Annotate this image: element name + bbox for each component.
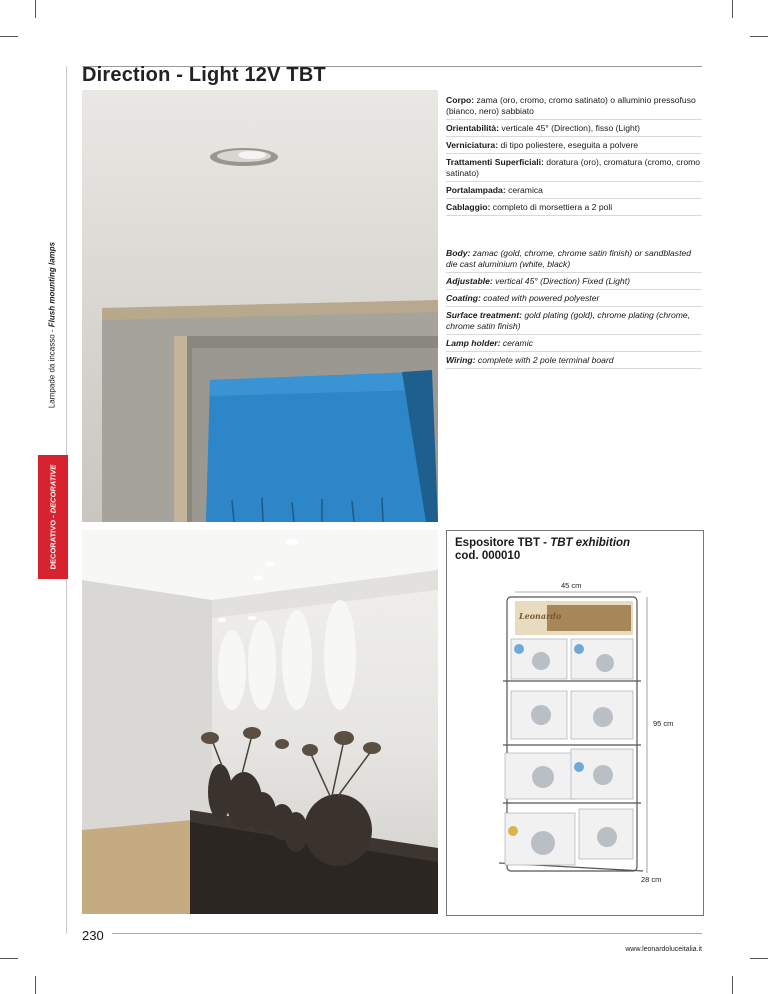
spec-row: [446, 355, 702, 369]
crop-mark: [35, 0, 36, 18]
dimension-depth: 28 cm: [641, 875, 662, 884]
page-number: 230: [82, 928, 104, 943]
spec-label: Body:: [446, 248, 471, 258]
spec-label: Surface treatment:: [446, 310, 522, 320]
spec-value: complete with 2 pole terminal board: [475, 355, 614, 365]
spec-label: Coating:: [446, 293, 481, 303]
spec-value: ceramic: [500, 338, 533, 348]
spec-label: Verniciatura:: [446, 140, 499, 150]
section-label-it: Lampade da incasso -: [47, 327, 57, 409]
spec-label: Orientabilità:: [446, 123, 500, 133]
spec-row: [446, 338, 702, 352]
spec-value: zamac (gold, chrome, chrome satin finish) or sandblasted die cast aluminium (white, black): [446, 248, 692, 269]
brand-logo: Leonardo: [519, 611, 562, 621]
spec-value: gold plating (gold), chrome plating (chrome, chrome satin finish): [446, 310, 691, 331]
spec-value: verticale 45° (Direction), fisso (Light): [499, 123, 640, 133]
spec-row: [446, 123, 702, 137]
spec-value: ceramica: [505, 185, 543, 195]
crop-mark: [0, 958, 18, 959]
crop-mark: [750, 36, 768, 37]
dimension-width: 45 cm: [561, 581, 582, 590]
crop-mark: [35, 976, 36, 994]
photo-scene-room: [82, 530, 438, 914]
spec-row: [446, 185, 702, 199]
dimension-height: 95 cm: [653, 719, 674, 728]
spec-label: Portalampada:: [446, 185, 506, 195]
crop-mark: [732, 0, 733, 18]
spec-value: coated with powered polyester: [480, 293, 600, 303]
spec-row: [446, 310, 702, 335]
spec-label: Trattamenti Superficiali:: [446, 157, 544, 167]
crop-mark: [0, 36, 18, 37]
website-url: www.leonardoluceitalia.it: [625, 946, 702, 953]
section-label-en: Flush mounting lamps: [47, 241, 57, 328]
exhibition-title-en: TBT exhibition: [550, 537, 631, 549]
crop-mark: [732, 976, 733, 994]
category-label-en: DECORATIVE: [48, 464, 58, 514]
spec-row: [446, 293, 702, 307]
spec-label: Lamp holder:: [446, 338, 501, 348]
spec-row: [446, 202, 702, 216]
category-tab: [38, 455, 68, 579]
spec-value: completo di morsettiera a 2 poli: [490, 202, 613, 212]
spec-value: di tipo poliestere, eseguita a polvere: [498, 140, 639, 150]
spec-value: doratura (oro), cromatura (cromo, cromo satinato): [446, 157, 701, 178]
specs-english: [446, 248, 702, 369]
section-label: [48, 242, 57, 408]
spec-value: zama (oro, cromo, cromo satinato) o alluminio pressofuso (bianco, nero) sabbiato: [446, 95, 696, 116]
spec-row: [446, 276, 702, 290]
specifications: [446, 95, 702, 372]
photo-room-vases: [82, 530, 438, 914]
spec-label: Corpo:: [446, 95, 475, 105]
spec-label: Wiring:: [446, 355, 476, 365]
exhibition-box: [446, 530, 704, 916]
footer-rule: [112, 933, 702, 934]
specs-italian: [446, 95, 702, 216]
spec-label: Cablaggio:: [446, 202, 491, 212]
category-label-it: DECORATIVO -: [48, 513, 58, 570]
page-title: Direction - Light 12V TBT: [82, 64, 326, 86]
exhibition-title-it: Espositore TBT -: [455, 537, 551, 549]
spec-row: [446, 248, 702, 273]
spec-label: Adjustable:: [446, 276, 493, 286]
exhibition-code: cod. 000010: [455, 550, 521, 562]
crop-mark: [750, 958, 768, 959]
spec-value: vertical 45° (Direction) Fixed (Light): [492, 276, 630, 286]
spec-row: [446, 95, 702, 120]
spec-row: [446, 140, 702, 154]
photo-recessed-light: [82, 90, 438, 522]
spec-row: [446, 157, 702, 182]
display-stand-drawing: [447, 531, 703, 915]
photo-scene-ceiling: [82, 90, 438, 522]
